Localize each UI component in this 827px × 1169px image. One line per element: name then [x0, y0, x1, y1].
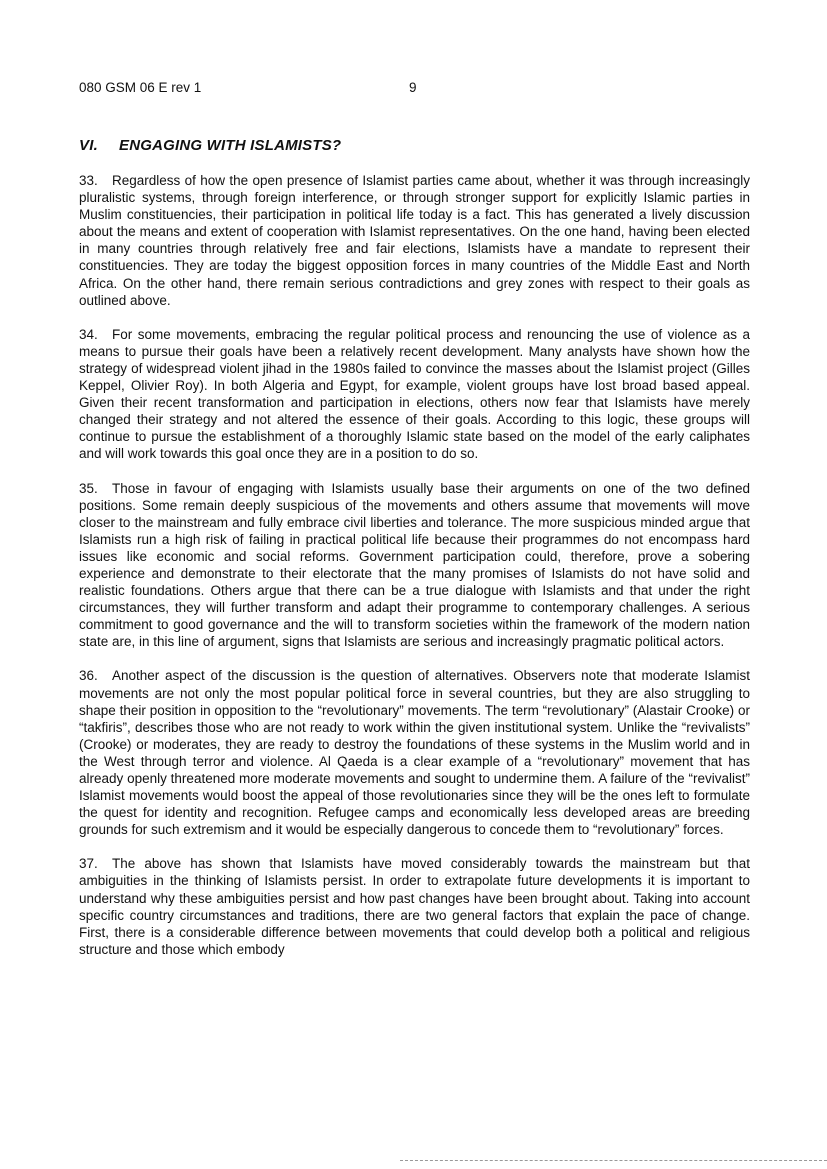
paragraph-number: 36. [79, 668, 98, 684]
page-header [79, 80, 759, 100]
paragraph-text: For some movements, embracing the regular political process and renouncing the use of violence as a means to pursue their goals have been a relatively recent development. Many analysts have shown how the strategy of widespread violent jihad in the 1980s failed to convince the masses about the Islamist project (Gilles Keppel, Olivier Roy). In both Algeria and Egypt, for example, violent groups have lost broad based appeal. Given their recent transformation and participation in elections, others now fear that Islamists have merely changed their strategy and not altered the essence of their goals. According to this logic, these groups will continue to pursue the establishment of a thoroughly Islamic state based on the model of the early caliphates and will work towards this goal once they are in a position to do so. [79, 326, 750, 462]
paragraph-35 [79, 480, 750, 651]
paragraph-number: 35. [79, 480, 98, 496]
section-number: VI. [79, 137, 98, 154]
paragraph-text: Those in favour of engaging with Islamists usually base their arguments on one of the two defined positions. Some remain deeply suspicious of the movements and others assume that movements will move closer to the mainstream and fully embrace civil liberties and tolerance. The more suspicious minded argue that Islamists run a high risk of failing in practical political life because their programmes do not encompass hard issues like economic and social reforms. Government participation could, therefore, prove a sobering experience and demonstrate to their electorate that the many promises of Islamists do not have solid and realistic foundations. Others argue that there can be a true dialogue with Islamists and that under the right circumstances, they will further transform and adapt their programme to contemporary challenges. A serious commitment to good governance and the will to transform societies within the framework of the modern nation state are, in this line of argument, signs that Islamists are serious and increasingly pragmatic political actors. [79, 480, 750, 650]
section-title: ENGAGING WITH ISLAMISTS? [119, 137, 342, 154]
paragraph-number: 34. [79, 326, 98, 342]
page-number: 9 [409, 80, 417, 95]
paragraph-36 [79, 667, 750, 838]
document-id: 080 GSM 06 E rev 1 [79, 80, 202, 95]
paragraph-33 [79, 172, 750, 309]
paragraph-34 [79, 326, 750, 463]
paragraph-text: The above has shown that Islamists have moved considerably towards the mainstream but that ambiguities in the thinking of Islamists persist. In order to extrapolate future developments it is important to understand why these ambiguities persist and how past changes have been brought about. Taking into account specific country circumstances and traditions, there are two general factors that explain the pace of change. First, there is a considerable difference between movements that could develop both a political and religious structure and those which embody [79, 856, 750, 957]
section-heading [79, 137, 341, 154]
paragraph-number: 33. [79, 173, 98, 188]
footer-divider [400, 1160, 827, 1161]
paragraph-text: Regardless of how the open presence of Islamist parties came about, whether it was through increasingly pluralistic systems, through foreign interference, or through stronger support for explicitly Islamic parties in Muslim constituencies, their participation in political life today is a fact. This has generated a lively discussion about the means and extent of cooperation with Islamist representatives. On the one hand, having been elected in many countries through relatively free and fair elections, Islamists have a mandate to represent their constituencies. They are today the biggest opposition forces in many countries of the Middle East and North Africa. On the other hand, there remain serious contradictions and grey zones with respect to their goals as outlined above. [79, 173, 750, 308]
paragraph-text: Another aspect of the discussion is the question of alternatives. Observers note that moderate Islamist movements are not only the most popular political force in several countries, but they are also struggling to shape their position in opposition to the “revolutionary” movements. The term “revolutionary” (Alastair Crooke) or “takfiris”, describes those who are not ready to work within the given institutional system. Unlike the “revivalists” (Crooke) or moderates, they are ready to destroy the foundations of these systems in the Muslim world and in the West through terror and violence. Al Qaeda is a clear example of a “revolutionary” movement that has already openly threatened more moderate movements and sought to undermine them. A failure of the “revivalist” Islamist movements would boost the appeal of those revolutionaries since they will be the ones left to formulate the quest for identity and recognition. Refugee camps and economically less developed areas are breeding grounds for such extremism and it would be especially dangerous to concede them to “revolutionary” forces. [79, 668, 750, 838]
paragraph-number: 37. [79, 856, 98, 872]
document-body [79, 172, 750, 975]
paragraph-37 [79, 855, 750, 958]
